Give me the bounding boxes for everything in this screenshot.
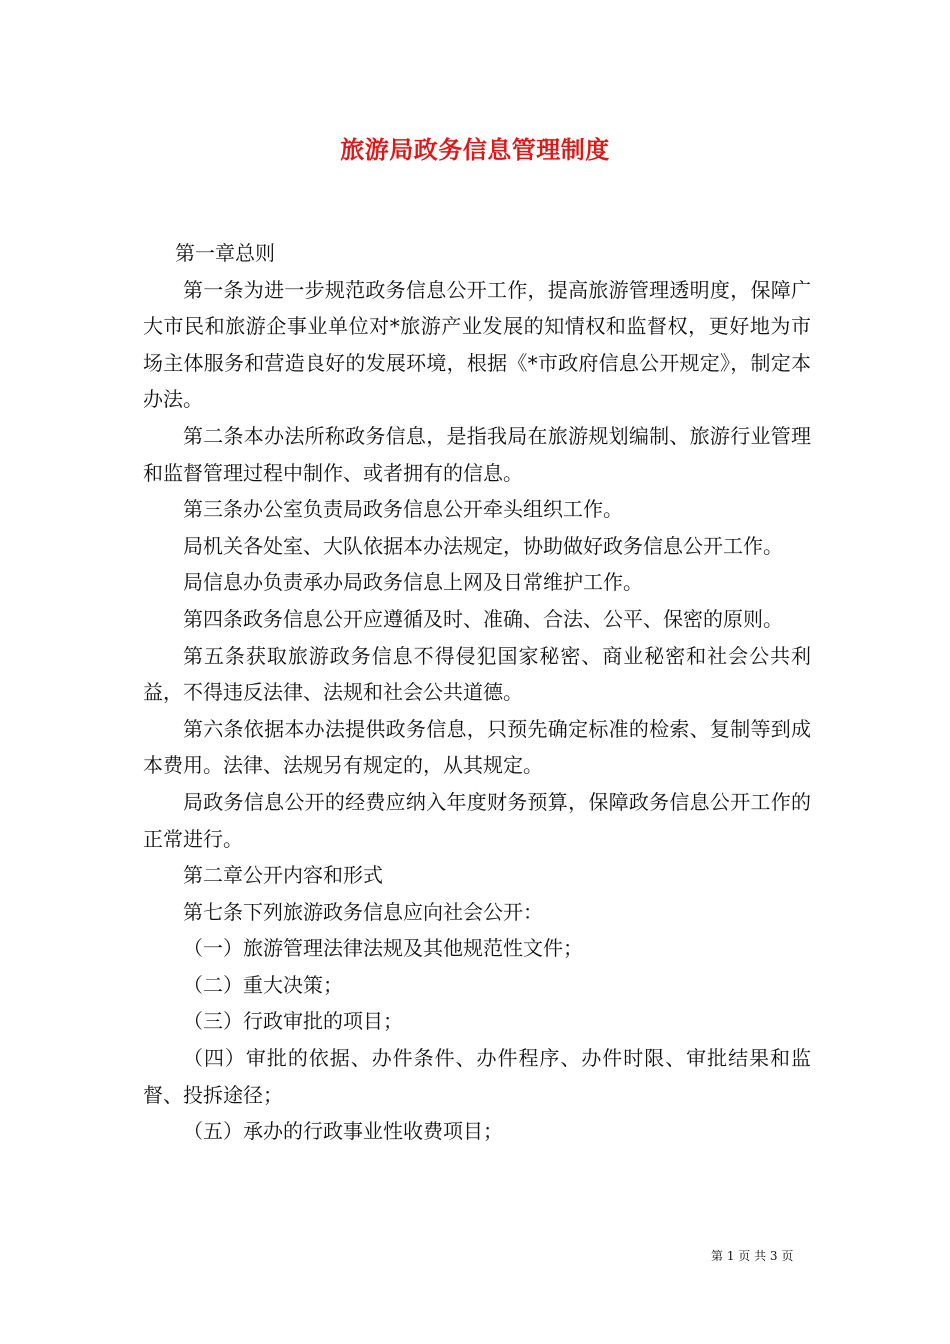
list-item: （五）承办的行政事业性收费项目；	[183, 1119, 503, 1144]
paragraph: 局政务信息公开的经费应纳入年度财务预算，保障政务信息公开工作的正常进行。	[143, 789, 811, 851]
paragraph: 第七条下列旅游政务信息应向社会公开：	[183, 899, 543, 924]
paragraph: 第四条政务信息公开应遵循及时、准确、合法、公平、保密的原则。	[183, 606, 783, 631]
page-number: 第 1 页 共 3 页	[711, 1249, 794, 1263]
chapter-heading: 第二章公开内容和形式	[183, 863, 383, 888]
document-body	[143, 235, 811, 1150]
paragraph: 局信息办负责承办局政务信息上网及日常维护工作。	[183, 570, 643, 595]
paragraph: 第一条为进一步规范政务信息公开工作，提高旅游管理透明度，保障广大市民和旅游企事业单位对*旅游产业发展的知情权和监督权，更好地为市场主体服务和营造良好的发展环境，根据《*市政府信息公开规定》，制定本办法。	[143, 277, 811, 412]
paragraph: 第三条办公室负责局政务信息公开牵头组织工作。	[183, 497, 623, 522]
list-item: （四）审批的依据、办件条件、办件程序、办件时限、审批结果和监督、投拆途径；	[143, 1046, 811, 1107]
list-item: （二）重大决策；	[183, 972, 343, 997]
paragraph: 局机关各处室、大队依据本办法规定，协助做好政务信息公开工作。	[183, 533, 783, 558]
list-item: （一）旅游管理法律法规及其他规范性文件；	[183, 936, 583, 961]
list-item: （三）行政审批的项目；	[183, 1009, 403, 1034]
paragraph: 第六条依据本办法提供政务信息，只预先确定标准的检索、复制等到成本费用。法律、法规另有规定的，从其规定。	[143, 716, 811, 778]
page-title: 旅游局政务信息管理制度	[340, 135, 610, 164]
chapter-heading: 第一章总则	[175, 241, 275, 265]
paragraph: 第五条获取旅游政务信息不得侵犯国家秘密、商业秘密和社会公共利益，不得违反法律、法规和社会公共道德。	[143, 643, 811, 705]
paragraph: 第二条本办法所称政务信息，是指我局在旅游规划编制、旅游行业管理和监督管理过程中制作、或者拥有的信息。	[143, 423, 811, 485]
